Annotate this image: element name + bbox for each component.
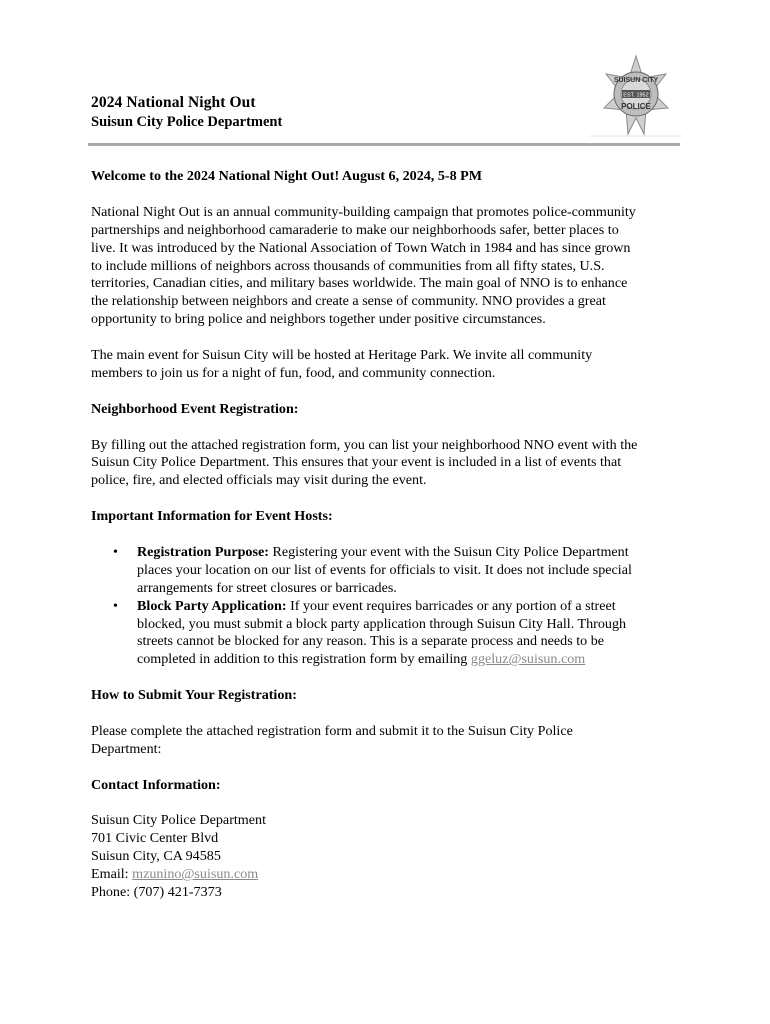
text-line: the relationship between neighbors and create a sense of community. NNO provides a great	[91, 293, 606, 310]
text-line: National Night Out is an annual community-building campaign that promotes police-community	[91, 203, 636, 220]
text-line: Department:	[91, 740, 162, 757]
text-line: Please complete the attached registration form and submit it to the Suisun City Police	[91, 722, 573, 739]
registration-paragraph	[91, 437, 691, 491]
submit-paragraph	[91, 723, 691, 759]
registration-heading: Neighborhood Event Registration:	[91, 400, 299, 417]
contact-email-link[interactable]: mzunino@suisun.com	[132, 866, 259, 883]
text-line: partnerships and neighborhood camaraderie to make our neighborhoods safer, better places to	[91, 221, 619, 238]
hosts-heading: Important Information for Event Hosts:	[91, 508, 333, 525]
contact-org: Suisun City Police Department	[91, 812, 266, 829]
text-line: opportunity to bring police and neighbors together under positive circumstances.	[91, 311, 546, 328]
bullet-text: If your event requires barricades or any portion of a street	[286, 597, 616, 614]
badge-top-text: SUISUN CITY	[613, 77, 659, 84]
contact-city: Suisun City, CA 94585	[91, 848, 221, 865]
contact-address: 701 Civic Center Blvd	[91, 830, 219, 847]
contact-block	[91, 812, 691, 902]
text-line: Suisun City Police Department. This ensures that your event is included in a list of events that	[91, 454, 622, 471]
badge-est-text: EST. 1952	[623, 92, 649, 99]
hosts-bullet-list	[91, 544, 691, 669]
block-party-email-link[interactable]: ggeluz@suisun.com	[470, 651, 586, 668]
contact-heading: Contact Information:	[91, 776, 221, 793]
intro-paragraph	[91, 204, 691, 329]
page-title: 2024 National Night Out	[91, 94, 256, 111]
bullet-icon: •	[113, 543, 118, 560]
bullet-label: Block Party Application:	[137, 597, 287, 614]
contact-phone: Phone: (707) 421-7373	[91, 884, 222, 901]
main-event-paragraph	[91, 347, 691, 383]
text-line: live. It was introduced by the National Association of Town Watch in 1984 and has since grown	[91, 239, 631, 256]
police-star-badge-icon	[590, 54, 682, 138]
text-line: territories, Canadian cities, and military bases worldwide. The main goal of NNO is to enhance	[91, 275, 628, 292]
bullet-text: streets cannot be blocked for any reason. This is a separate process and needs to be	[137, 633, 605, 650]
text-line: members to join us for a night of fun, food, and community connection.	[91, 364, 496, 381]
bullet-text: arrangements for street closures or barricades.	[137, 579, 397, 596]
badge-bottom-text: POLICE	[621, 102, 651, 111]
bullet-text: places your location on our list of events for officials to visit. It does not include special	[137, 561, 632, 578]
submit-heading: How to Submit Your Registration:	[91, 687, 297, 704]
text-line: police, fire, and elected officials may visit during the event.	[91, 472, 427, 489]
bullet-text: blocked, you must submit a block party application through Suisun City Hall. Through	[137, 615, 627, 632]
contact-email-label: Email:	[91, 866, 133, 883]
bullet-text: Registering your event with the Suisun City Police Department	[268, 543, 629, 560]
text-line: to include millions of neighbors across thousands of communities from all fifty states, U.S.	[91, 257, 605, 274]
bullet-icon: •	[113, 597, 118, 614]
welcome-heading: Welcome to the 2024 National Night Out! August 6, 2024, 5-8 PM	[91, 168, 483, 184]
text-line: The main event for Suisun City will be hosted at Heritage Park. We invite all community	[91, 347, 593, 364]
page-subtitle: Suisun City Police Department	[91, 114, 283, 130]
bullet-label: Registration Purpose:	[137, 543, 269, 560]
list-item	[91, 598, 691, 670]
bullet-text: completed in addition to this registration form by emailing	[137, 651, 471, 668]
list-item	[91, 544, 691, 598]
header-divider	[88, 143, 680, 146]
document-body	[91, 168, 691, 902]
text-line: By filling out the attached registration form, you can list your neighborhood NNO event with the	[91, 436, 638, 453]
